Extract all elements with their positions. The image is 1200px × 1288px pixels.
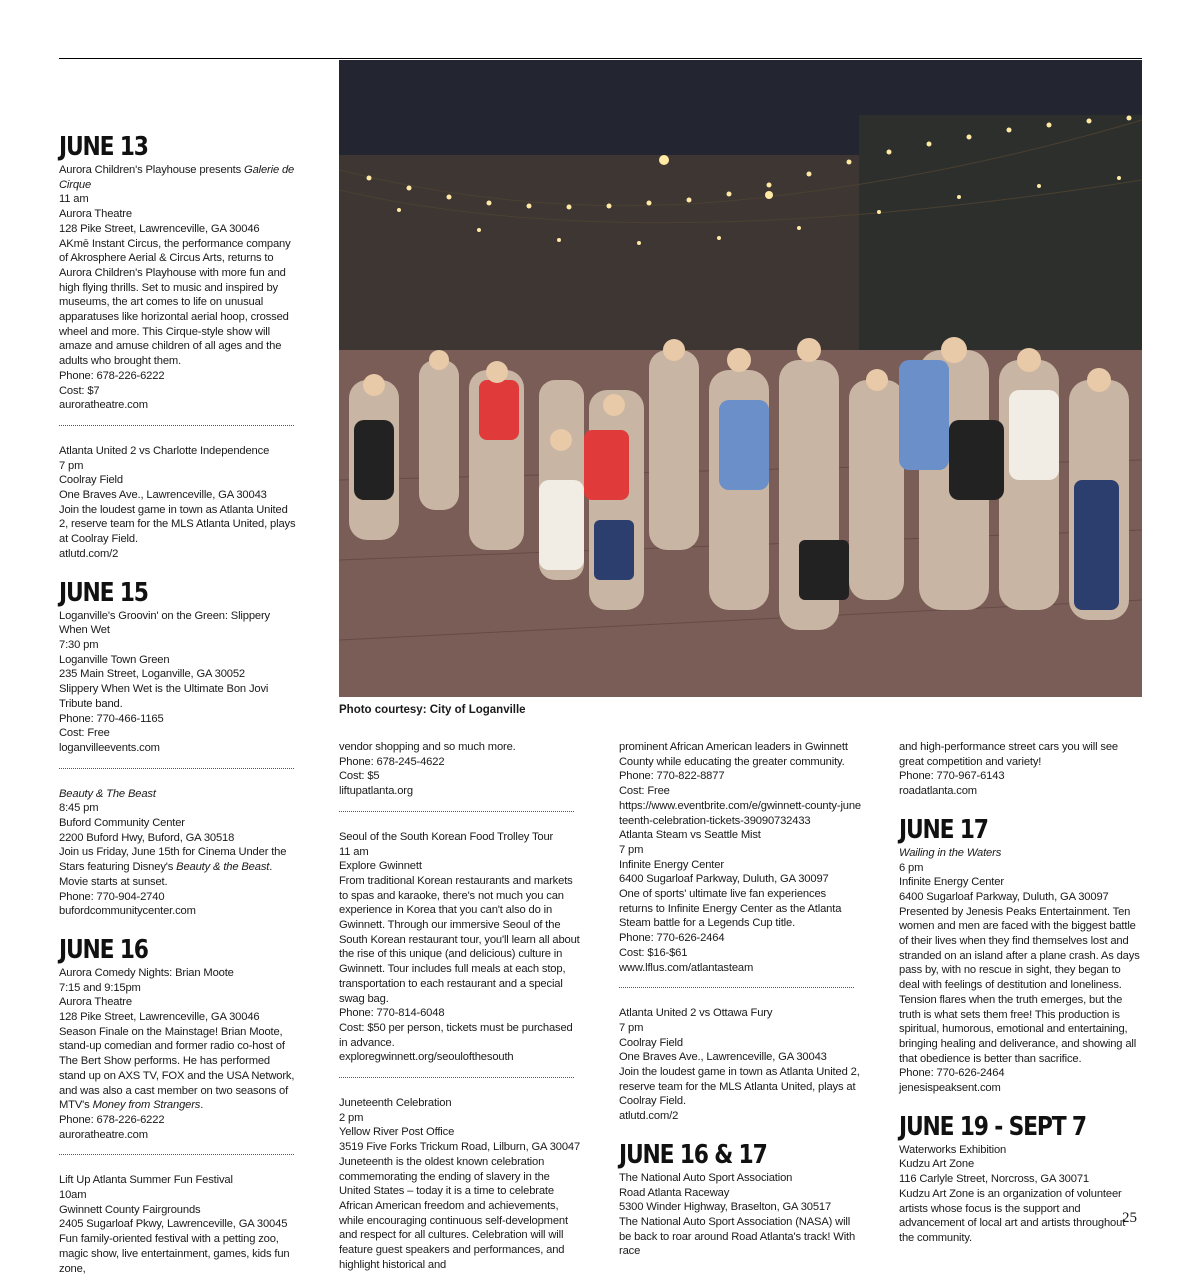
dotted-divider (59, 425, 294, 426)
event-description: One of sports' ultimate live fan experiences returns to Infinite Energy Center as the Atlanta Steam battle for a Legends Cup title. (619, 888, 842, 930)
event-venue: Yellow River Post Office (339, 1126, 455, 1139)
event-phone: Phone: 770-626-2464 (899, 1067, 1005, 1080)
event-url: auroratheatre.com (59, 1128, 148, 1141)
event-time: 2 pm (339, 1111, 364, 1124)
event-url: loganvilleevents.com (59, 741, 160, 754)
event-description: Join the loudest game in town as Atlanta United 2, reserve team for the MLS Atlanta United, plays at Coolray Field. (619, 1066, 860, 1108)
event-url: jenesispeaksent.com (899, 1082, 1001, 1095)
event-address: 116 Carlyle Street, Norcross, GA 30071 (899, 1173, 1089, 1186)
event-title: Wailing in the Waters (899, 846, 1002, 859)
event-title: The National Auto Sport Association (619, 1171, 793, 1184)
event-url: atlutd.com/2 (619, 1110, 679, 1123)
event-cost: Cost: Free (59, 727, 110, 740)
event-phone: Phone: 770-814-6048 (339, 1007, 445, 1020)
event-venue: Aurora Theatre (59, 996, 132, 1009)
dotted-divider (59, 768, 294, 769)
event-lift-up-atlanta (59, 1173, 299, 1276)
dotted-divider (339, 811, 574, 812)
event-beauty-and-the-beast (59, 787, 299, 919)
event-atlanta-steam (619, 828, 861, 975)
heading-june-16: JUNE 16 (59, 934, 148, 965)
heading-june-16-17: JUNE 16 & 17 (619, 1139, 767, 1170)
event-lift-up-atlanta-continued (339, 740, 581, 799)
event-address: 6400 Sugarloaf Parkway, Duluth, GA 30097 (619, 873, 829, 886)
event-description: From traditional Korean restaurants and markets to spas and karaoke, there's not much you can experience in Korea that you can't also do in Gwinnett. Through our immersive Seoul of the South Korean restaurant tour, you'll learn all about the rise of this unique (and delicious) culture in Gwinnett. Tour includes full meals at each stop, transportation to each restaurant and a special swag bag. (339, 874, 580, 1005)
event-phone: Phone: 678-245-4622 (339, 755, 445, 768)
event-url: bufordcommunitycenter.com (59, 905, 196, 918)
event-description: prominent African American leaders in Gwinnett County while educating the greater community. (619, 741, 848, 768)
event-time: 7 pm (619, 843, 644, 856)
heading-june-19-sept-7: JUNE 19 - SEPT 7 (899, 1111, 1086, 1142)
event-waterworks-exhibition (899, 1143, 1143, 1246)
event-cost: Cost: $5 (339, 770, 380, 783)
event-venue: Buford Community Center (59, 817, 185, 830)
event-phone: Phone: 770-466-1165 (59, 712, 164, 725)
event-url: roadatlanta.com (899, 785, 977, 798)
heading-june-17: JUNE 17 (899, 814, 988, 845)
event-description: Season Finale on the Mainstage! Brian Moote, stand-up comedian and former radio co-host of The Bert Show performs. He has performed stand up on AXS TV, FOX and the USA Network, and was also a cast member on two seasons of MTV's Money from Strangers. (59, 1025, 295, 1112)
event-time: 7 pm (59, 459, 84, 472)
event-venue: Gwinnett County Fairgrounds (59, 1203, 201, 1216)
event-venue: Road Atlanta Raceway (619, 1186, 730, 1199)
column-3 (619, 740, 861, 1259)
event-phone: Phone: 770-626-2464 (619, 932, 725, 945)
event-venue: Explore Gwinnett (339, 860, 422, 873)
event-cost: Cost: Free (619, 785, 670, 798)
event-title: Seoul of the South Korean Food Trolley Tour (339, 830, 554, 843)
event-description: vendor shopping and so much more. (339, 741, 516, 753)
event-description: Juneteenth is the oldest known celebration commemorating the ending of slavery in the United States – today it is a time to celebrate African American freedom and achievements, while encouraging continuous self-development and respect for all cultures. Celebration will will feature guest speakers and performances, and highlight historical and (339, 1155, 568, 1271)
event-atlanta-united-ottawa (619, 1006, 861, 1124)
event-wailing-in-the-waters (899, 846, 1143, 1096)
event-time: 11 am (339, 845, 369, 858)
event-title: Atlanta Steam vs Seattle Mist (619, 829, 761, 842)
event-title: Loganville's Groovin' on the Green: Slippery When Wet (59, 609, 270, 637)
dotted-divider (59, 1154, 294, 1155)
event-address: 2200 Buford Hwy, Buford, GA 30518 (59, 831, 235, 844)
event-seoul-of-the-south (339, 830, 581, 1065)
event-description: Kudzu Art Zone is an organization of volunteer artists whose focus is the support and advancement of local art and artists throughout the community. (899, 1187, 1126, 1244)
event-description: Slippery When Wet is the Ultimate Bon Jovi Tribute band. (59, 683, 269, 710)
column-2 (339, 740, 581, 1273)
column-1 (59, 134, 299, 1276)
event-address: 128 Pike Street, Lawrenceville, GA 30046 (59, 222, 260, 235)
event-title: Atlanta United 2 vs Charlotte Independence (59, 444, 270, 457)
event-time: 10am (59, 1189, 87, 1202)
event-phone: Phone: 770-822-8877 (619, 770, 725, 783)
top-rule (59, 58, 1142, 59)
event-time: 7:15 and 9:15pm (59, 981, 141, 994)
event-nasa-continued (899, 740, 1143, 799)
event-address: 128 Pike Street, Lawrenceville, GA 30046 (59, 1011, 260, 1024)
event-cost: Cost: $50 per person, tickets must be purchased in advance. (339, 1021, 573, 1049)
event-description: The National Auto Sport Association (NASA) will be back to roar around Road Atlanta's track! With race (619, 1215, 856, 1258)
event-title: Aurora Comedy Nights: Brian Moote (59, 966, 234, 979)
event-title-italic: Galerie de Cirque (59, 164, 295, 191)
event-venue: Infinite Energy Center (899, 876, 1004, 889)
event-address: 6400 Sugarloaf Parkway, Duluth, GA 30097 (899, 890, 1109, 903)
event-address: One Braves Ave., Lawrenceville, GA 30043 (619, 1051, 827, 1064)
event-description: and high-performance street cars you will see great competition and variety! (899, 741, 1118, 768)
event-url: liftupatlanta.org (339, 785, 413, 798)
event-phone: Phone: 770-904-2740 (59, 890, 165, 903)
event-title: Beauty & The Beast (59, 787, 156, 800)
event-cost: Cost: $16-$61 (619, 946, 688, 959)
event-url: exploregwinnett.org/seoulofthesouth (339, 1051, 514, 1064)
event-description: AKmē Instant Circus, the performance company of Akrosphere Aerial & Circus Arts, returns to Aurora Children's Playhouse with more fun and high flying thrills. Set to music and inspired by museums, the art comes to life on unusual apparatuses like horizontal aerial hoop, crossed wheel and more. This Cirque-style show will amaze and amuse children of all ages and the adults who brought them. (59, 237, 291, 368)
photo-caption: Photo courtesy: City of Loganville (339, 704, 526, 716)
event-nasa (619, 1171, 861, 1259)
event-url: www.lflus.com/atlantasteam (619, 961, 754, 974)
event-phone: Phone: 678-226-6222 (59, 1113, 165, 1126)
event-juneteenth-continued (619, 740, 861, 828)
event-title: Lift Up Atlanta Summer Fun Festival (59, 1174, 233, 1187)
event-time: 8:45 pm (59, 802, 99, 815)
event-phone: Phone: 678-226-6222 (59, 369, 165, 382)
event-time: 7:30 pm (59, 638, 99, 651)
event-description: Join the loudest game in town as Atlanta United 2, reserve team for the MLS Atlanta United, plays at Coolray Field. (59, 503, 296, 546)
event-atlanta-united-charlotte (59, 444, 299, 562)
crowd-photo (339, 60, 1142, 697)
event-phone: Phone: 770-967-6143 (899, 770, 1005, 783)
event-venue: Loganville Town Green (59, 653, 170, 666)
event-title: Aurora Children's Playhouse presents Galerie de Cirque (59, 164, 295, 191)
event-address: 3519 Five Forks Trickum Road, Lilburn, GA 30047 (339, 1141, 581, 1154)
event-venue: Aurora Theatre (59, 208, 132, 221)
event-slippery-when-wet (59, 609, 299, 756)
event-address: 2405 Sugarloaf Pkwy, Lawrenceville, GA 30045 (59, 1218, 288, 1231)
event-description: Presented by Jenesis Peaks Entertainment. Ten women and men are faced with the biggest battle of their lives when they find themselves lost and stranded on an island after a plane crash. As days pass by, with no rescue in sight, they began to deal with feelings of destitution and loneliness. Tension flares when the truth emerges, but the truth is what sets them free! This production is spiritual, humorous, emotional and entertaining, bringing healing and deliverance, and showing all that obedience is better than sacrifice. (899, 905, 1140, 1065)
event-time: 7 pm (619, 1021, 644, 1034)
event-title: Waterworks Exhibition (899, 1143, 1007, 1156)
crowd-photo-illustration (339, 60, 1142, 697)
heading-june-13: JUNE 13 (59, 132, 148, 162)
event-cost: Cost: $7 (59, 384, 100, 397)
event-venue: Infinite Energy Center (619, 858, 724, 871)
event-url: auroratheatre.com (59, 399, 148, 412)
event-address: 5300 Winder Highway, Braselton, GA 30517 (619, 1201, 832, 1214)
event-url: https://www.eventbrite.com/e/gwinnett-county-juneteenth-celebration-tickets-39090732433 (619, 799, 862, 827)
page-number: 25 (1122, 1210, 1137, 1226)
event-address: One Braves Ave., Lawrenceville, GA 30043 (59, 489, 267, 502)
event-address: 235 Main Street, Loganville, GA 30052 (59, 668, 246, 681)
event-time: 11 am (59, 193, 89, 206)
event-venue: Kudzu Art Zone (899, 1158, 975, 1171)
event-juneteenth (339, 1096, 581, 1272)
event-url: atlutd.com/2 (59, 547, 119, 560)
event-venue: Coolray Field (59, 474, 123, 487)
event-brian-moote (59, 966, 299, 1142)
event-title: Atlanta United 2 vs Ottawa Fury (619, 1007, 773, 1020)
event-description: Fun family-oriented festival with a petting zoo, magic show, live entertainment, games, kids fun zone, (59, 1233, 290, 1275)
event-time: 6 pm (899, 861, 924, 874)
dotted-divider (339, 1077, 574, 1078)
event-description: Join us Friday, June 15th for Cinema Under the Stars featuring Disney's Beauty & the Beast. Movie starts at sunset. (59, 846, 287, 888)
event-galerie-de-cirque (59, 163, 299, 413)
dotted-divider (619, 987, 854, 988)
event-venue: Coolray Field (619, 1036, 683, 1049)
event-title: Juneteenth Celebration (339, 1097, 452, 1110)
heading-june-15: JUNE 15 (59, 577, 148, 608)
column-4 (899, 740, 1143, 1246)
